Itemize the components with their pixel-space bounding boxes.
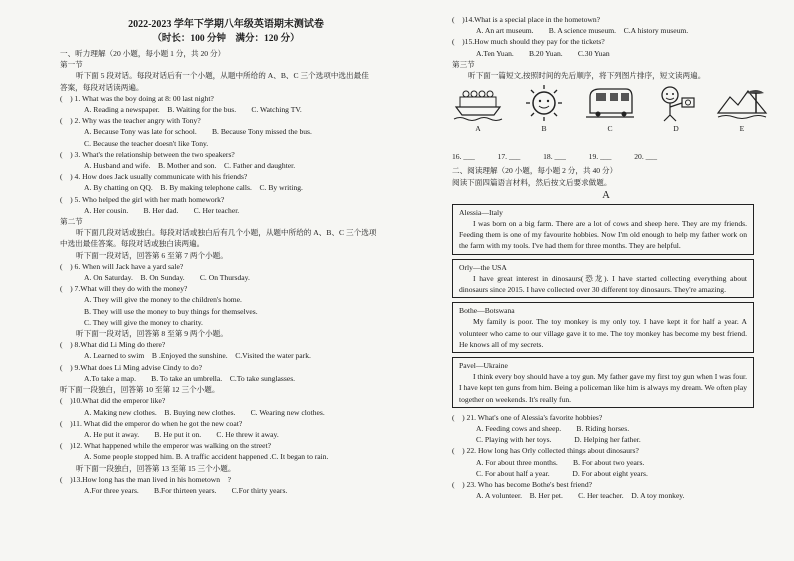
text-line: ( ) 6. When will Jack have a yard sale?	[60, 261, 184, 271]
text-line: 中选出最佳答案。每段对话或独白读两遍。	[60, 239, 205, 249]
picture-b	[518, 83, 570, 134]
question-line: ( ) 22. How long has Orly collected things about dinosaurs?	[452, 446, 639, 456]
picture-c	[584, 83, 636, 134]
text-line: A. Her cousin. B. Her dad. C. Her teacher.	[84, 205, 240, 215]
exam-title: 2022-2023 学年下学期八年级英语期末测试卷	[128, 19, 324, 30]
train-icon	[584, 83, 636, 123]
passage-author: Orly—the USA	[459, 262, 507, 272]
text-line: 答案，每段对话读两遍。	[60, 82, 144, 92]
text-line: A. Making new clothes. B. Buying new clothes. C. Wearing new clothes.	[84, 407, 325, 417]
text-line: ( )12. What happened while the emperor was walking on the street?	[60, 441, 271, 451]
text-line: ( )10.What did the emperor like?	[60, 396, 166, 406]
text-line: A. Learned to swim B .Enjoyed the sunshine. C.Visited the water park.	[84, 351, 311, 361]
listening-section	[60, 48, 412, 496]
passage-author: Bothe—Botswana	[459, 306, 515, 316]
text-line: A. Because Tony was late for school. B. Because Tony missed the bus.	[84, 127, 312, 137]
right-page	[420, 0, 794, 561]
text-line: 听下面一段独白，回答第 10 至第 12 三个小题。	[60, 385, 220, 395]
picture-label: E	[739, 124, 745, 134]
text-line: A.To take a map. B. To take an umbrella. C.To take sunglasses.	[84, 373, 296, 383]
text-line: C. They will give the money to charity.	[84, 317, 203, 327]
text-line: A. He put it away. B. He put it on. C. He threw it away.	[84, 429, 279, 439]
passage-text: I think every boy should have a toy gun. My father gave my first toy gun when I was four. I have kept ten guns from him. Being a policeman like him is always my dream. We often play together on weekends. It's really fun.	[459, 372, 747, 404]
picture-row	[452, 83, 780, 147]
question-line: C. Playing with her toys. D. Helping her father.	[476, 435, 641, 445]
text-line: A. Reading a newspaper. B. Waiting for the bus. C. Watching TV.	[84, 105, 302, 115]
passage-box	[452, 302, 754, 353]
text-line: A. On Saturday. B. On Sunday. C. On Thursday.	[84, 273, 250, 283]
question-line: A. Feeding cows and sheep. B. Riding horses.	[476, 424, 630, 434]
question-line: ( ) 21. What's one of Alessia's favorite hobbies?	[452, 412, 603, 422]
text-line: 二、阅读理解（20 小题，每小题 2 分，共 40 分）	[452, 166, 618, 176]
listening-section-cont	[452, 14, 780, 81]
passage-box	[452, 204, 754, 255]
text-line: ( ) 5. Who helped the girl with her math homework?	[60, 194, 225, 204]
text-line: 第三节	[452, 59, 475, 69]
reading-questions	[452, 412, 780, 502]
picture-label: C	[607, 124, 613, 134]
text-line: ( ) 9.What does Li Ming advise Cindy to do?	[60, 362, 202, 372]
boy-camera-icon	[650, 83, 702, 123]
text-line: 听下面几段对话或独白。每段对话或独白后有几个小题，从题中所给的 A、B、C 三个选项	[76, 228, 377, 238]
picture-label: B	[541, 124, 547, 134]
picture-label: D	[673, 124, 679, 134]
passage-box	[452, 357, 754, 408]
text-line: A. Some people stopped him. B. A traffic accident happened .C. It began to rain.	[84, 452, 329, 462]
text-line: A. An art museum. B. A science museum. C.A history museum.	[476, 26, 689, 36]
text-line: A.Ten Yuan. B.20 Yuan. C.30 Yuan	[476, 48, 610, 58]
text-line: ( )15.How much should they pay for the tickets?	[452, 37, 605, 47]
text-line: C. Because the teacher doesn't like Tony.	[84, 138, 209, 148]
text-line: 听下面一段对话，回答第 6 至第 7 两个小题。	[76, 250, 228, 260]
answer-blanks: 16. ___ 17. ___ 18. ___ 19. ___ 20. ___	[452, 152, 658, 162]
exam-subtitle: （时长：100 分钟 满分：120 分）	[152, 34, 300, 44]
boat-icon	[452, 83, 504, 123]
text-line: ( ) 7.What will they do with the money?	[60, 284, 188, 294]
text-line: ( )11. What did the emperor do when he got the new coat?	[60, 418, 243, 428]
passage-text: My family is poor. The toy monkey is my only toy. I have kept it for half a year. A volunteer who came to our village gave it to me. The toy monkey has become my best friend. He knows all of my secrets.	[459, 317, 747, 349]
passage-boxes	[452, 204, 780, 408]
picture-a	[452, 83, 504, 134]
reading-section-header	[452, 165, 780, 187]
passage-author: Alessia—Italy	[459, 207, 503, 217]
text-line: ( )14.What is a special place in the hometown?	[452, 15, 601, 24]
text-line: ( ) 3. What's the relationship between the two speakers?	[60, 149, 235, 159]
text-line: ( ) 4. How does Jack usually communicate with his friends?	[60, 172, 248, 182]
passage-text: I have great interest in dinosaurs(恐龙). I have started collecting everything about dinosaurs since 2015. I have collected over 30 different toy dinosaurs. They're amazing.	[459, 273, 747, 295]
text-line: 听下面一段对话，回答第 8 至第 9 两个小题。	[76, 329, 228, 339]
question-line: A. For about three months. B. For about two years.	[476, 457, 645, 467]
passage-text: I was born on a big farm. There are a lot of cows and sheep here. They are my friends. Feeding them is one of my favourite hobbies. Now I'm old enough to help my father work on the farm with my tools. I've had them for three months. They are helpful.	[459, 219, 747, 251]
text-line: ( )13.How long has the man lived in his hometown ?	[60, 474, 232, 484]
text-line: 听下面一篇短文,按照时间的先后顺序，将下列图片排序，短文读两遍。	[468, 71, 706, 81]
text-line: A. They will give the money to the children's home.	[84, 295, 242, 305]
text-line: A. By chatting on QQ. B. By making telephone calls. C. By writing.	[84, 183, 303, 193]
text-line: 听下面一段独白，回答第 13 至第 15 三个小题。	[76, 463, 236, 473]
question-line: C. For about half a year. D. For about eight years.	[476, 468, 648, 478]
text-line: ( ) 8.What did Li Ming do there?	[60, 340, 166, 350]
text-line: 阅读下面四篇语言材料，然后按文后要求做题。	[452, 177, 612, 187]
text-line: 听下面 5 段对话。每段对话后有一个小题，从题中所给的 A、B、C 三个选项中选出最佳	[76, 71, 369, 81]
text-line: A.For three years. B.For thirteen years. C.For thirty years.	[84, 485, 288, 495]
text-line: 第一节	[60, 60, 83, 70]
text-line: B. They will use the money to buy things for themselves.	[84, 306, 258, 316]
sun-icon	[518, 83, 570, 123]
picture-e	[716, 83, 768, 134]
landscape-icon	[716, 83, 768, 123]
picture-label: A	[475, 124, 481, 134]
text-line: 一、听力理解（20 小题，每小题 1 分，共 20 分）	[60, 49, 226, 58]
text-line: ( ) 2. Why was the teacher angry with Tony?	[60, 116, 201, 126]
text-line: A. Husband and wife. B. Mother and son. C. Father and daughter.	[84, 161, 296, 171]
picture-d	[650, 83, 702, 134]
text-line: 第二节	[60, 217, 83, 227]
question-line: ( ) 23. Who has become Bothe's best friend?	[452, 480, 592, 490]
passage-label: A	[602, 189, 610, 201]
passage-box	[452, 259, 754, 299]
passage-author: Pavel—Ukraine	[459, 361, 508, 371]
text-line: ( ) 1. What was the boy doing at 8: 00 last night?	[60, 93, 214, 103]
question-line: A. A volunteer. B. Her pet. C. Her teacher. D. A toy monkey.	[476, 491, 685, 501]
